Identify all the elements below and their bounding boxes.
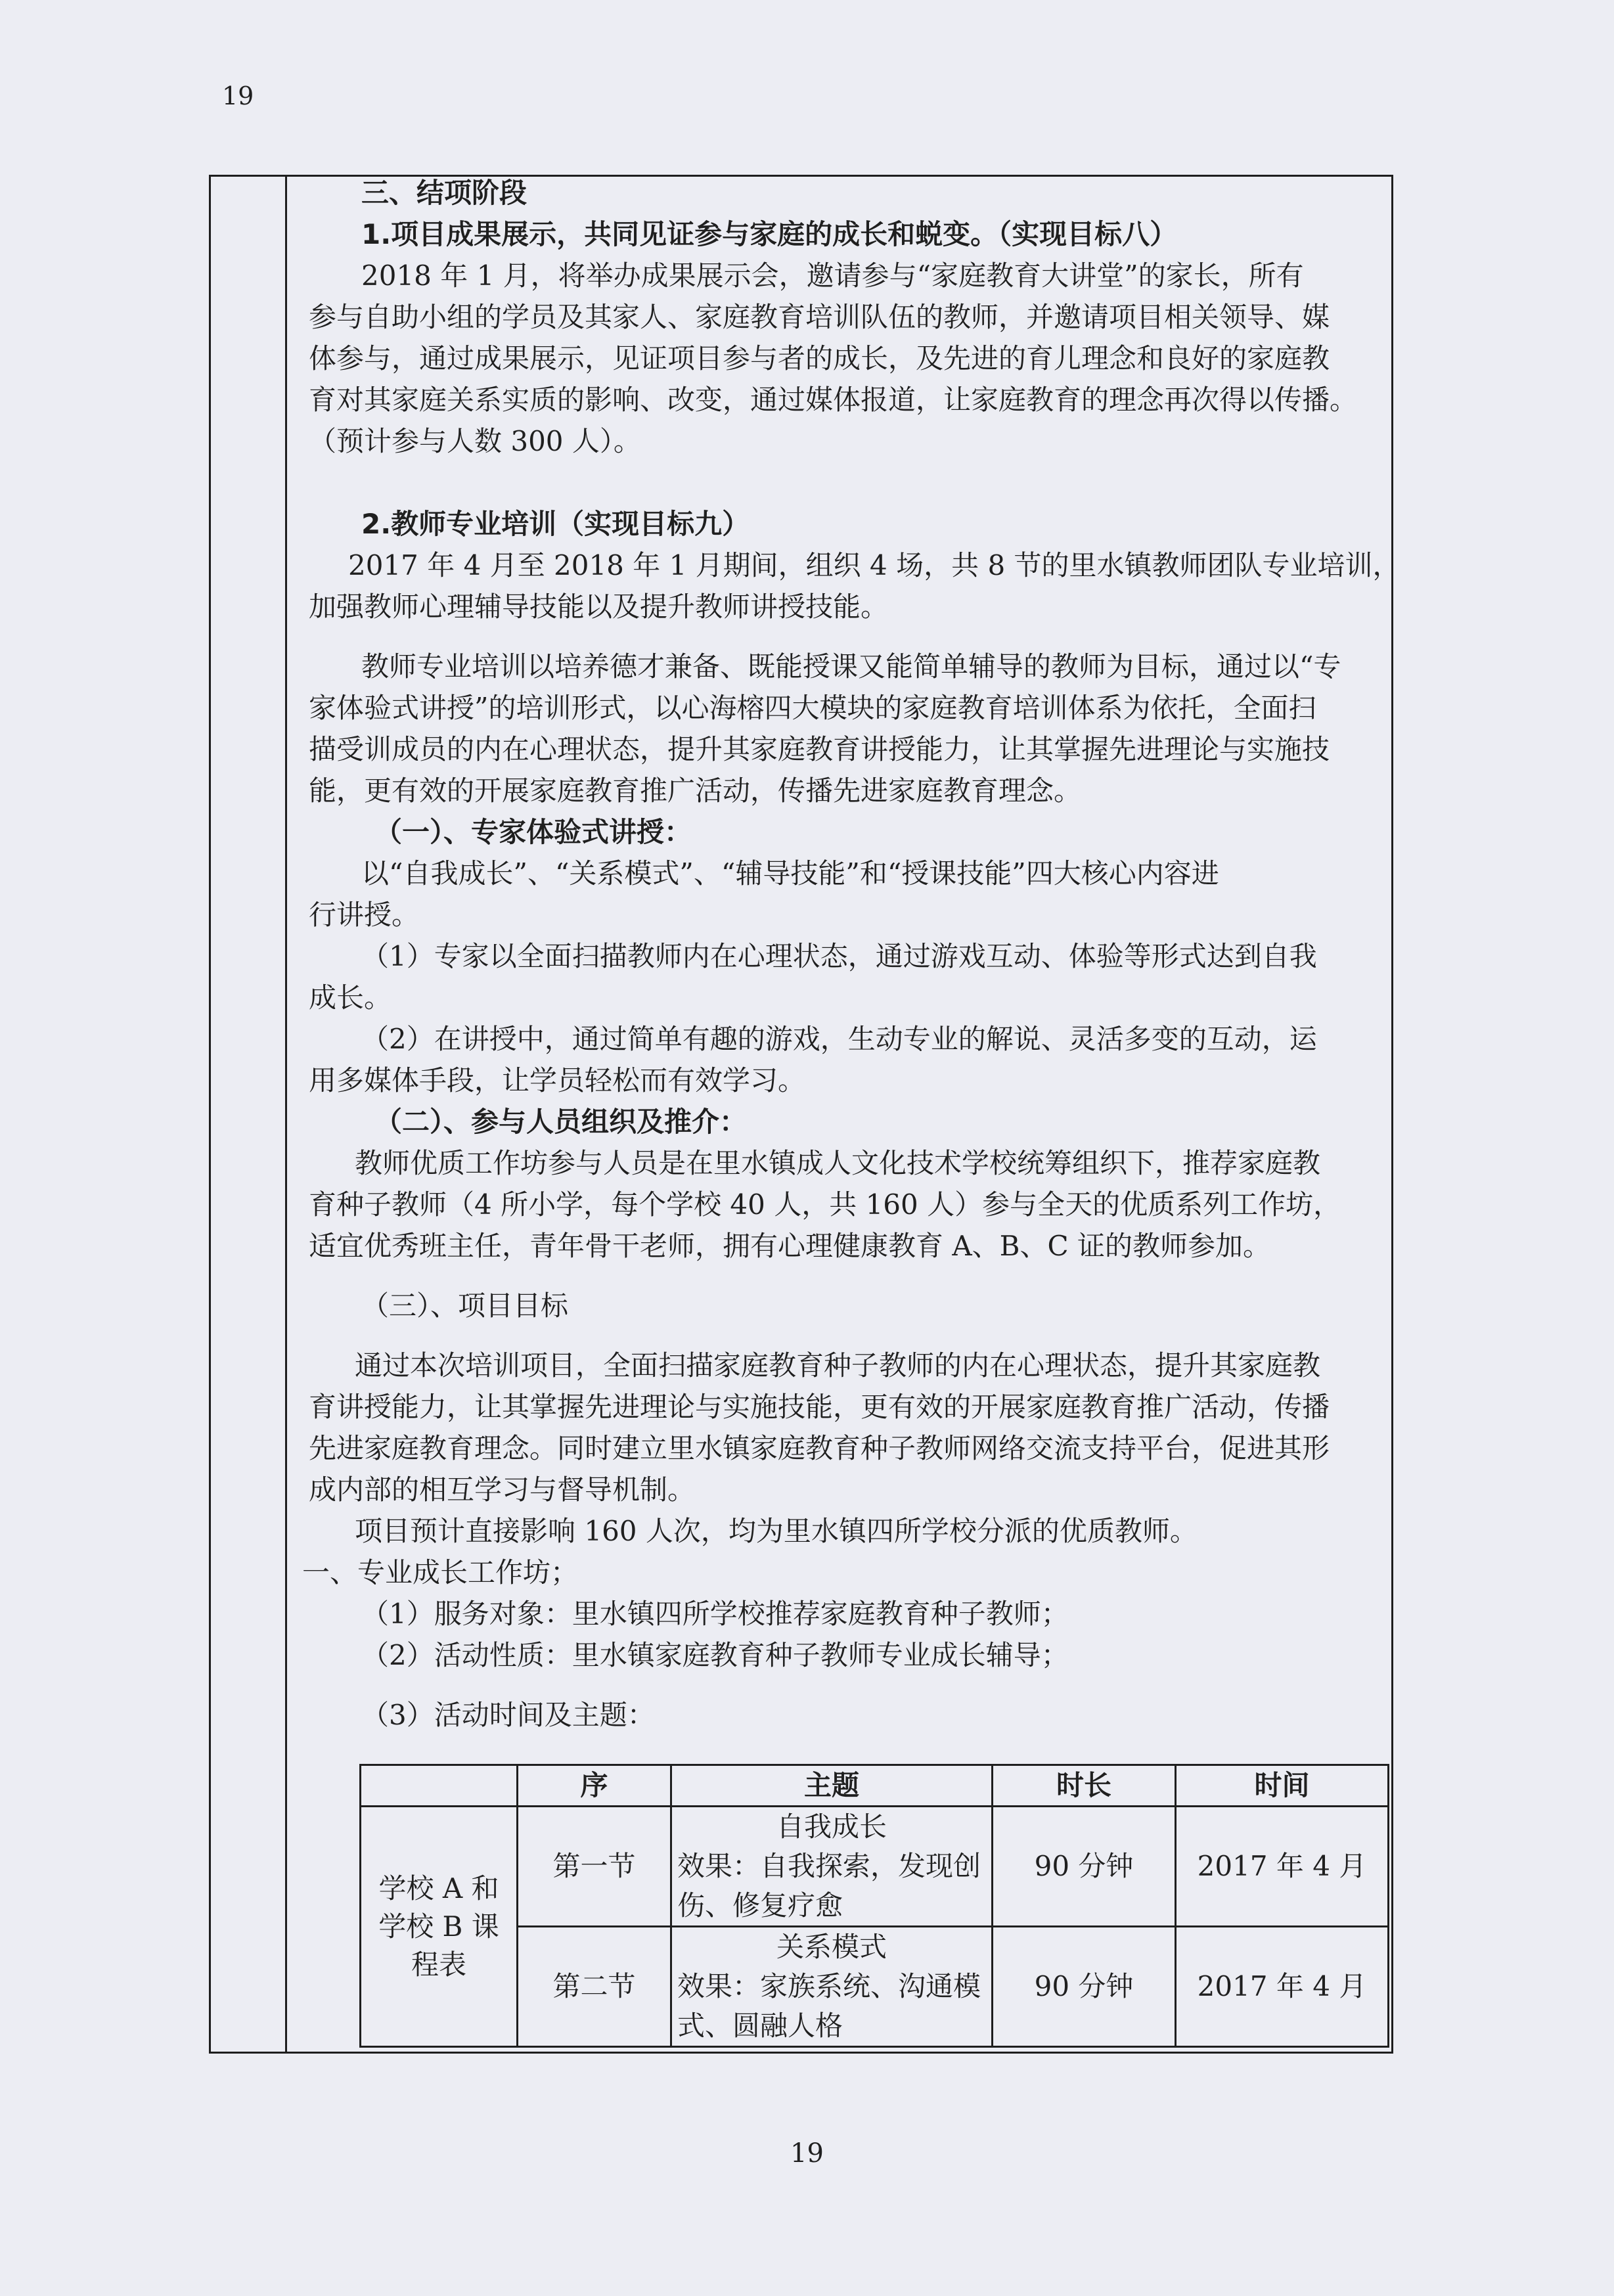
- paragraph-line: 育讲授能力，让其掌握先进理论与实施技能，更有效的开展家庭教育推广活动，传播: [309, 1391, 1330, 1423]
- schedule-label: （3）活动时间及主题：: [361, 1699, 655, 1731]
- main-content: [302, 172, 1455, 1736]
- table-header: 时长: [993, 1765, 1176, 1807]
- paragraph-line: （2）在讲授中，通过简单有趣的游戏，生动专业的解说、灵活多变的互动，运: [361, 1023, 1317, 1055]
- paragraph-line: 用多媒体手段，让学员轻松而有效学习。: [309, 1064, 806, 1096]
- seq-cell: 第二节: [518, 1927, 671, 2047]
- table-header-blank: [361, 1765, 518, 1807]
- theme-cell: [671, 1807, 993, 1927]
- paragraph-line: 育种子教师（4 所小学，每个学校 40 人，共 160 人）参与全天的优质系列工作坊，: [309, 1188, 1341, 1221]
- paragraph-line: 教师专业培训以培养德才兼备、既能授课又能简单辅导的教师为目标，通过以“专: [361, 650, 1341, 683]
- sub1-heading: （一）、专家体验式讲授：: [374, 816, 692, 848]
- paragraph-line: （预计参与人数 300 人）。: [309, 425, 641, 457]
- paragraph-line: 先进家庭教育理念。同时建立里水镇家庭教育种子教师网络交流支持平台，促进其形: [309, 1432, 1330, 1464]
- paragraph-line: （1）专家以全面扫描教师内在心理状态，通过游戏互动、体验等形式达到自我: [361, 940, 1317, 972]
- paragraph-line: 成长。: [309, 981, 392, 1014]
- paragraph-line: 项目预计直接影响 160 人次，均为里水镇四所学校分派的优质教师。: [355, 1515, 1198, 1547]
- time-cell: 2017 年 4 月: [1176, 1807, 1389, 1927]
- schedule-table: [359, 1764, 1389, 2048]
- paragraph-line: 成内部的相互学习与督导机制。: [309, 1474, 696, 1506]
- table-row: [361, 1807, 1389, 1927]
- theme-effect: 效果：自我探索，发现创伤、修复疗愈: [677, 1850, 981, 1922]
- paragraph-line: 能，更有效的开展家庭教育推广活动，传播先进家庭教育理念。: [309, 775, 1082, 807]
- table-header: 主题: [671, 1765, 993, 1807]
- table-header: 序: [518, 1765, 671, 1807]
- paragraph-line: 行讲授。: [309, 899, 420, 931]
- item1-heading: 1.项目成果展示，共同见证参与家庭的成长和蜕变。（实现目标八）: [361, 218, 1178, 250]
- theme-title: 关系模式: [776, 1931, 887, 1963]
- school-label-cell: 学校 A 和学校 B 课程表: [361, 1807, 518, 2047]
- paragraph-line: 适宜优秀班主任，青年骨干老师，拥有心理健康教育 A、B、C 证的教师参加。: [309, 1230, 1271, 1262]
- sub3-heading: （三）、项目目标: [361, 1290, 569, 1322]
- paragraph-line: 描受训成员的内在心理状态，提升其家庭教育讲授能力，让其掌握先进理论与实施技: [309, 733, 1330, 765]
- paragraph-line: 家体验式讲授”的培训形式，以心海榕四大模块的家庭教育培训体系为依托，全面扫: [309, 692, 1316, 724]
- section-title: 三、结项阶段: [361, 177, 527, 209]
- table-header: 时间: [1176, 1765, 1389, 1807]
- theme-title: 自我成长: [776, 1811, 887, 1843]
- sub2-heading: （二）、参与人员组织及推介：: [374, 1106, 748, 1138]
- paragraph-line: 2017 年 4 月至 2018 年 1 月期间，组织 4 场，共 8 节的里水镇教师团队专业培训，: [348, 549, 1401, 581]
- time-cell: 2017 年 4 月: [1176, 1927, 1389, 2047]
- duration-cell: 90 分钟: [993, 1927, 1176, 2047]
- paragraph-line: 育对其家庭关系实质的影响、改变，通过媒体报道，让家庭教育的理念再次得以传播。: [309, 384, 1358, 416]
- paragraph-line: 教师优质工作坊参与人员是在里水镇成人文化技术学校统筹组织下，推荐家庭教: [355, 1147, 1321, 1179]
- paragraph-line: 参与自助小组的学员及其家人、家庭教育培训队伍的教师，并邀请项目相关领导、媒: [309, 301, 1330, 333]
- workshop-item: （2）活动性质：里水镇家庭教育种子教师专业成长辅导；: [361, 1639, 1069, 1671]
- theme-effect: 效果：家族系统、沟通模式、圆融人格: [677, 1970, 981, 2042]
- paragraph-line: 加强教师心理辅导技能以及提升教师讲授技能。: [309, 591, 889, 623]
- table-header-row: [361, 1765, 1389, 1807]
- item2-heading: 2.教师专业培训（实现目标九）: [361, 508, 750, 540]
- paragraph-line: 2018 年 1 月，将举办成果展示会，邀请参与“家庭教育大讲堂”的家长，所有: [361, 259, 1304, 292]
- footer-page-number: 19: [790, 2138, 824, 2169]
- duration-cell: 90 分钟: [993, 1807, 1176, 1927]
- seq-cell: 第一节: [518, 1807, 671, 1927]
- frame-divider: [285, 175, 287, 2054]
- paragraph-line: 体参与，通过成果展示，见证项目参与者的成长，及先进的育儿理念和良好的家庭教: [309, 342, 1330, 374]
- workshop-item: （1）服务对象：里水镇四所学校推荐家庭教育种子教师；: [361, 1598, 1069, 1630]
- theme-cell: [671, 1927, 993, 2047]
- workshop-heading: 一、专业成长工作坊；: [302, 1556, 579, 1588]
- header-page-number: 19: [222, 81, 254, 110]
- paragraph-line: 以“自我成长”、“关系模式”、“辅导技能”和“授课技能”四大核心内容进: [361, 857, 1219, 889]
- paragraph-line: 通过本次培训项目，全面扫描家庭教育种子教师的内在心理状态，提升其家庭教: [355, 1349, 1321, 1382]
